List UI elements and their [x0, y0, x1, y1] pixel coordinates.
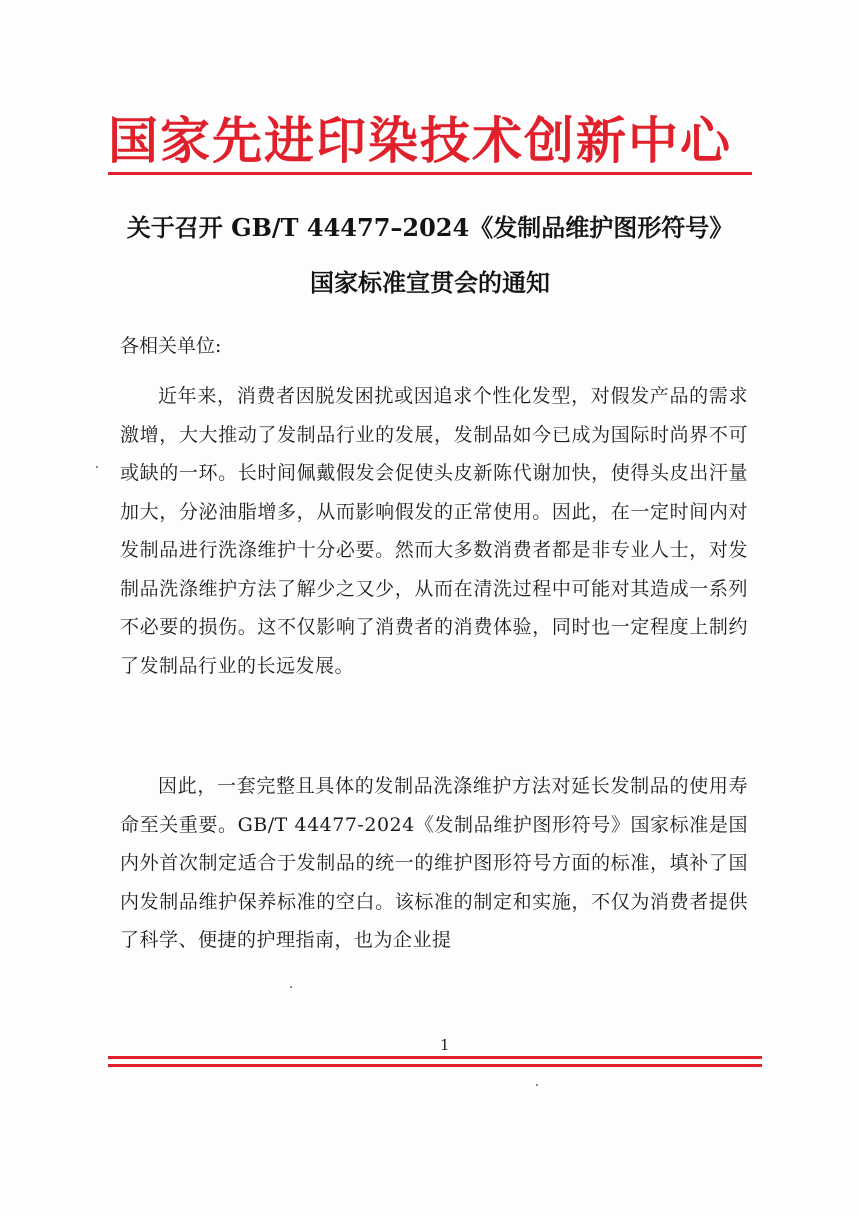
scan-speck [290, 986, 292, 988]
footer-rule-bottom [108, 1064, 762, 1067]
letterhead-title: 国家先进印染技术创新中心 [108, 112, 732, 170]
scan-speck [96, 466, 98, 468]
notice-title-line-2: 国家标准宣贯会的通知 [310, 268, 550, 297]
scan-speck [536, 1084, 538, 1086]
letterhead-rule [108, 172, 752, 175]
body-paragraph: 近年来，消费者因脱发困扰或因追求个性化发型，对假发产品的需求激增，大大推动了发制品行业的发展，发制品如今已成为国际时尚界不可或缺的一环。长时间佩戴假发会促使头皮新陈代谢加快，使得头皮出汗量加大，分泌油脂增多，从而影响假发的正常使用。因此，在一定时间内对发制品进行洗涤维护十分必要。然而大多数消费者都是非专业人士，对发制品洗涤维护方法了解少之又少，从而在清洗过程中可能对其造成一系列不必要的损伤。这不仅影响了消费者的消费体验，同时也一定程度上制约了发制品行业的长远发展。 [120, 385, 748, 677]
footer-rule-top [108, 1056, 762, 1059]
page-number: 1 [440, 1036, 450, 1054]
body-paragraph: 因此，一套完整且具体的发制品洗涤维护方法对延长发制品的使用寿命至关重要。GB/T 44477-2024《发制品维护图形符号》国家标准是国内外首次制定适合于发制品的统一的维护图形符号方面的标准，填补了国内发制品维护保养标准的空白。该标准的制定和实施，不仅为消费者提供了科学、便捷的护理指南，也为企业提 [120, 775, 748, 951]
salutation: 各相关单位: [120, 335, 222, 357]
notice-title-line-1: 关于召开 GB/T 44477–2024《发制品维护图形符号》 [126, 213, 734, 242]
